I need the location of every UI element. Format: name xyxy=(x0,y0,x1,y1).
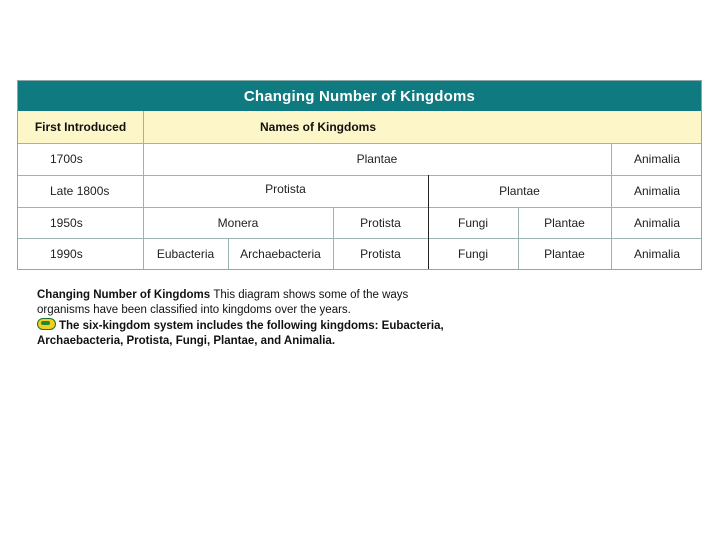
kingdom-protista: Protista xyxy=(360,215,401,230)
kingdom-plantae: Plantae xyxy=(544,247,585,261)
key-concept-icon xyxy=(37,318,56,330)
header-first-introduced: First Introduced xyxy=(18,111,143,143)
kingdom-archaebacteria: Archaebacteria xyxy=(240,247,321,261)
kingdom-animalia: Animalia xyxy=(633,247,681,261)
column-divider xyxy=(333,207,334,270)
column-divider xyxy=(228,238,229,270)
row-divider xyxy=(18,238,701,239)
kingdom-plantae: Plantae xyxy=(499,184,540,198)
caption-title: Changing Number of Kingdoms xyxy=(37,289,211,301)
header-names-of-kingdoms: Names of Kingdoms xyxy=(143,111,702,143)
kingdom-animalia: Animalia xyxy=(633,152,681,166)
figure-title: Changing Number of Kingdoms xyxy=(18,81,701,111)
kingdom-plantae: Plantae xyxy=(544,215,585,230)
kingdom-protista: Protista xyxy=(265,182,306,196)
period-late-1800s: Late 1800s xyxy=(50,184,110,198)
row-divider xyxy=(18,175,701,176)
kingdom-animalia: Animalia xyxy=(633,184,681,198)
column-divider xyxy=(611,143,612,270)
kingdom-fungi: Fungi xyxy=(457,247,489,261)
kingdom-fungi: Fungi xyxy=(457,215,489,230)
caption-body: This diagram shows some of the ways organisms have been classified into kingdoms over the years. xyxy=(37,289,409,316)
kingdom-eubacteria: Eubacteria xyxy=(156,247,215,261)
row-divider xyxy=(18,207,701,208)
kingdoms-figure xyxy=(17,80,702,270)
kingdom-animalia: Animalia xyxy=(633,215,681,230)
kingdom-monera: Monera xyxy=(217,215,259,230)
kingdom-protista: Protista xyxy=(360,247,401,261)
column-divider xyxy=(518,207,519,270)
row-divider xyxy=(18,143,701,144)
period-1950s: 1950s xyxy=(50,215,83,230)
period-1990s: 1990s xyxy=(50,247,83,261)
column-divider xyxy=(428,175,429,270)
column-divider xyxy=(143,111,144,270)
figure-caption xyxy=(37,288,457,349)
caption-key-concept: The six-kingdom system includes the following kingdoms: Eubacteria, Archaebacteria, Protista, Fungi, Plantae, and Animalia. xyxy=(37,320,444,347)
kingdom-plantae: Plantae xyxy=(356,152,398,166)
period-1700s: 1700s xyxy=(50,152,83,166)
